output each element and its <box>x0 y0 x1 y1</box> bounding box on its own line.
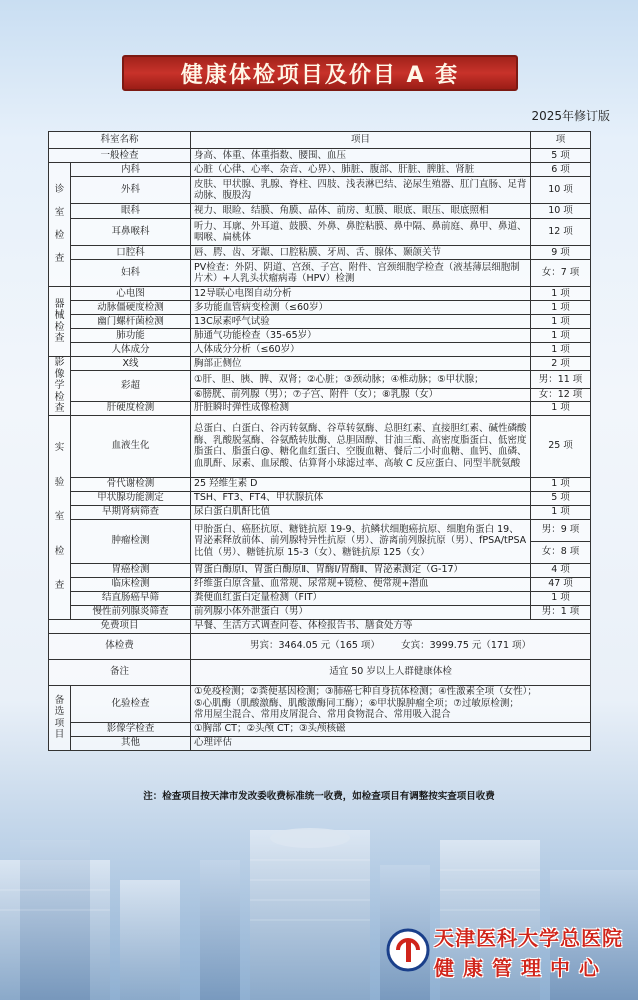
table-row <box>49 605 591 619</box>
item-desc: 25 羟维生素 D <box>191 477 531 491</box>
footnote: 注：检查项目按天津市发改委收费标准统一收费，如检查项目有调整按实查项目收费 <box>143 791 495 802</box>
item-desc: ⑥膀胱、前列腺（男）；⑦子宫、附件（女）；⑧乳腺（女） <box>191 388 531 401</box>
item-count: 1 项 <box>531 329 591 343</box>
item-desc: 心脏（心律、心率、杂音、心界）、肺脏、腹部、肝脏、脾脏、肾脏 <box>191 163 531 177</box>
section-lab: 实 验 室 检 查 <box>49 415 71 619</box>
fee-row <box>49 633 591 659</box>
dept-name: 慢性前列腺炎筛查 <box>71 605 191 619</box>
item-count: 12 项 <box>531 219 591 246</box>
item-desc: 纤维蛋白原含量、血常规、尿常规+镜检、便常规+潜血 <box>191 577 531 591</box>
item-desc: 13C尿素呼气试验 <box>191 315 531 329</box>
item-count: 1 项 <box>531 401 591 415</box>
dept-name: 眼科 <box>71 204 191 219</box>
item-count: 5 项 <box>531 149 591 163</box>
item-desc: ①免疫检测；②粪便基因检测；③肺癌七种自身抗体检测；④性激素全项（女性）； ⑤心肌酶（肌酸激酶、肌酸激酶同工酶）；⑥甲状腺肿瘤全项；⑦过敏原检测； 常用屋尘混合、常用皮屑混合、常用食物混合、常用吸入混合 <box>191 685 591 722</box>
item-count: 2 项 <box>531 357 591 371</box>
header-item: 项目 <box>191 132 531 149</box>
table-row <box>49 685 591 722</box>
item-count: 1 项 <box>531 591 591 605</box>
dept-name: 临床检测 <box>71 577 191 591</box>
table-row <box>49 343 591 357</box>
item-count: 10 项 <box>531 177 591 204</box>
table-row <box>49 415 591 477</box>
table-row <box>49 519 591 541</box>
fee-male: 男宾：3464.05 元（165 项） <box>249 640 380 652</box>
dept-name: X线 <box>71 357 191 371</box>
item-count: 47 项 <box>531 577 591 591</box>
item-count: 1 项 <box>531 287 591 301</box>
item-desc: 心理评估 <box>191 736 591 750</box>
item-desc: 甲胎蛋白、癌胚抗原、糖链抗原 19-9、抗鳞状细胞癌抗原、细胞角蛋白 19、胃泌素释放前体、前列腺特异性抗原（男）、游离前列腺抗原（男）、fPSA/tPSA 比值（男）、糖链抗原 15-3（女）、糖链抗原 125（女） <box>191 519 531 563</box>
item-count: 女：8 项 <box>531 541 591 563</box>
table-row <box>49 357 591 371</box>
item-desc: 总蛋白、白蛋白、谷丙转氨酶、谷草转氨酶、总胆红素、直接胆红素、碱性磷酸酶、乳酸脱氢酶、谷氨酰转肽酶、总胆固醇、甘油三酯、高密度脂蛋白、低密度脂蛋白、脂蛋白@、糖化血红蛋白、空腹血糖、餐后二小时血糖、血钙、血磷、血肌酐、尿素、血尿酸、估算肾小球滤过率、高敏 C 反应蛋白、同型半胱氨酸 <box>191 415 531 477</box>
table-row <box>49 301 591 315</box>
item-desc: 粪便血红蛋白定量检测（FIT） <box>191 591 531 605</box>
section-equipment: 器械检查 <box>49 287 71 357</box>
fee-values <box>191 633 591 659</box>
dept-name: 免费项目 <box>49 619 191 633</box>
title-banner <box>122 55 518 91</box>
table-header-row <box>49 132 591 149</box>
dept-name: 一般检查 <box>49 149 191 163</box>
dept-name: 幽门螺杆菌检测 <box>71 315 191 329</box>
item-desc: PV检查：外阴、阴道、宫颈、子宫、附件、宫颈细胞学检查（液基薄层细胞制片术）+人乳头状瘤病毒（HPV）检测 <box>191 260 531 287</box>
fee-label: 体检费 <box>49 633 191 659</box>
dept-name: 甲状腺功能测定 <box>71 491 191 505</box>
dept-name: 血液生化 <box>71 415 191 477</box>
section-optional: 备 选 项 目 <box>49 685 71 750</box>
item-count: 女：7 项 <box>531 260 591 287</box>
table-row <box>49 722 591 736</box>
table-row <box>49 563 591 577</box>
dept-name: 动脉僵硬度检测 <box>71 301 191 315</box>
item-count: 1 项 <box>531 315 591 329</box>
item-desc: 前列腺小体外泄蛋白（男） <box>191 605 531 619</box>
item-count: 男：9 项 <box>531 519 591 541</box>
item-count: 1 项 <box>531 505 591 519</box>
remark-row <box>49 659 591 685</box>
item-desc: 肺通气功能检查（35-65岁） <box>191 329 531 343</box>
section-imaging: 影像学检查 <box>49 357 71 416</box>
header-dept: 科室名称 <box>49 132 191 149</box>
dept-name: 口腔科 <box>71 246 191 260</box>
item-desc: 早餐、生活方式调查问卷、体检报告书、膳食处方等 <box>191 619 591 633</box>
dept-name: 结直肠癌早筛 <box>71 591 191 605</box>
table-row <box>49 329 591 343</box>
item-desc: 肝脏瞬时弹性成像检测 <box>191 401 531 415</box>
item-desc: 视力、眼睑、结膜、角膜、晶体、前房、虹膜、眼底、眼压、眼底照相 <box>191 204 531 219</box>
header-count: 项 <box>531 132 591 149</box>
edition-label: 2025年修订版 <box>531 109 610 123</box>
item-count: 男：11 项 <box>531 371 591 389</box>
item-desc: ①肝、胆、胰、脾、双肾；②心脏；③颈动脉；④椎动脉；⑤甲状腺； <box>191 371 531 389</box>
item-count: 5 项 <box>531 491 591 505</box>
table-row <box>49 315 591 329</box>
item-desc: 胃蛋白酶原Ⅰ、胃蛋白酶原Ⅱ、胃酶Ⅰ/胃酶Ⅱ、胃泌素测定（G-17） <box>191 563 531 577</box>
table-row <box>49 219 591 246</box>
dept-name: 骨代谢检测 <box>71 477 191 491</box>
item-desc: 人体成分分析（≤60岁） <box>191 343 531 357</box>
dept-name: 其他 <box>71 736 191 750</box>
item-desc: 尿白蛋白肌酐比值 <box>191 505 531 519</box>
item-count: 1 项 <box>531 343 591 357</box>
item-desc: 皮肤、甲状腺、乳腺、脊柱、四肢、浅表淋巴结、泌尿生殖器、肛门直肠、足背动脉、腹股沟 <box>191 177 531 204</box>
fee-female: 女宾：3999.75 元（171 项） <box>401 640 532 652</box>
item-count: 女：12 项 <box>531 388 591 401</box>
dept-name: 人体成分 <box>71 343 191 357</box>
table-row <box>49 505 591 519</box>
table-row <box>49 591 591 605</box>
table-row <box>49 149 591 163</box>
item-count: 10 项 <box>531 204 591 219</box>
item-desc: 听力、耳廓、外耳道、鼓膜、外鼻、鼻腔粘膜、鼻中隔、鼻前庭、鼻甲、鼻道、咽喉、扁桃体 <box>191 219 531 246</box>
table-row <box>49 246 591 260</box>
remark-label: 备注 <box>49 659 191 685</box>
table-row <box>49 371 591 389</box>
dept-name: 化验检查 <box>71 685 191 722</box>
table-row <box>49 177 591 204</box>
item-count: 6 项 <box>531 163 591 177</box>
table-row <box>49 163 591 177</box>
dept-name: 肿瘤检测 <box>71 519 191 563</box>
table-row <box>49 260 591 287</box>
page-title: 健康体检项目及价目 A 套 <box>180 62 460 88</box>
dept-name: 胃癌检测 <box>71 563 191 577</box>
item-count: 9 项 <box>531 246 591 260</box>
table-row <box>49 401 591 415</box>
section-clinic: 诊 室 检 查 <box>49 163 71 287</box>
dept-name: 内科 <box>71 163 191 177</box>
item-desc: ①胸部 CT；②头颅 CT；③头颅核磁 <box>191 722 591 736</box>
price-table <box>48 131 591 751</box>
dept-name: 外科 <box>71 177 191 204</box>
hospital-logo <box>386 918 626 988</box>
item-count: 25 项 <box>531 415 591 477</box>
item-desc: TSH、FT3、FT4、甲状腺抗体 <box>191 491 531 505</box>
table-row <box>49 619 591 633</box>
table-row <box>49 491 591 505</box>
item-desc: 身高、体重、体重指数、腰围、血压 <box>191 149 531 163</box>
item-count: 1 项 <box>531 301 591 315</box>
dept-name: 肝硬度检测 <box>71 401 191 415</box>
dept-name: 影像学检查 <box>71 722 191 736</box>
dept-name: 耳鼻喉科 <box>71 219 191 246</box>
remark-text: 适宜 50 岁以上人群健康体检 <box>191 659 591 685</box>
dept-name: 彩超 <box>71 371 191 402</box>
hospital-emblem-icon <box>386 928 430 972</box>
table-row <box>49 577 591 591</box>
hospital-name: 天津医科大学总医院 <box>434 926 623 950</box>
item-desc: 多功能血管病变检测（≤60岁） <box>191 301 531 315</box>
item-count: 男：1 项 <box>531 605 591 619</box>
dept-name: 心电图 <box>71 287 191 301</box>
item-desc: 12导联心电图自动分析 <box>191 287 531 301</box>
item-count: 4 项 <box>531 563 591 577</box>
table-row <box>49 204 591 219</box>
table-row <box>49 736 591 750</box>
dept-name: 早期肾病筛查 <box>71 505 191 519</box>
table-row <box>49 287 591 301</box>
dept-name: 肺功能 <box>71 329 191 343</box>
item-count: 1 项 <box>531 477 591 491</box>
item-desc: 胸部正侧位 <box>191 357 531 371</box>
dept-name: 妇科 <box>71 260 191 287</box>
center-name: 健康管理中心 <box>434 956 608 980</box>
table-row <box>49 477 591 491</box>
item-desc: 唇、腭、齿、牙龈、口腔粘膜、牙周、舌、腺体、颞颌关节 <box>191 246 531 260</box>
